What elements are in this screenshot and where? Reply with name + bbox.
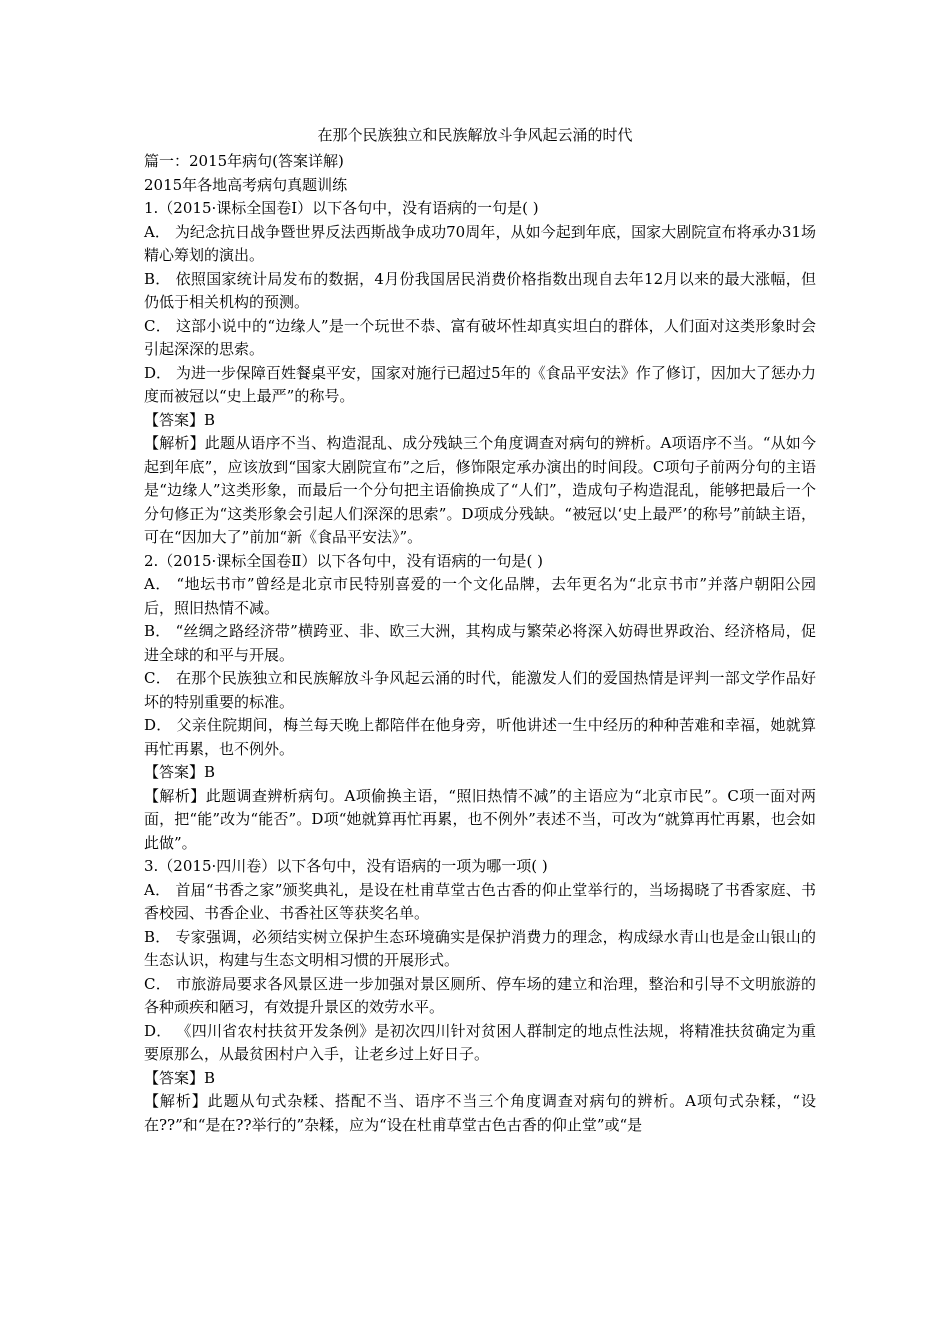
option-c: C． 市旅游局要求各风景区进一步加强对景区厕所、停车场的建立和治理，整治和引导不文明旅游的各种顽疾和陋习，有效提升景区的效劳水平。 bbox=[144, 974, 816, 1016]
document-title: 在那个民族独立和民族解放斗争风起云涌的时代 bbox=[317, 126, 633, 144]
answer: 【答案】B bbox=[144, 410, 216, 429]
option-a: A． 首届“书香之家”颁奖典礼，是设在杜甫草堂古色古香的仰止堂举行的，当场揭晓了书香家庭、书香校园、书香企业、书香社区等获奖名单。 bbox=[144, 880, 816, 922]
paragraph: 篇一：2015年病句(答案详解) bbox=[144, 152, 344, 170]
answer: 【答案】B bbox=[144, 763, 216, 781]
option-c: C． 在那个民族独立和民族解放斗争风起云涌的时代，能激发人们的爱国热情是评判一部文学作品好坏的特别重要的标准。 bbox=[144, 669, 816, 711]
analysis: 【解析】此题从句式杂糅、搭配不当、语序不当三个角度调查对病句的辨析。A项句式杂糅，“设在??”和“是在??举行的”杂糅，应为“设在杜甫草堂古色古香的仰止堂”或“是 bbox=[144, 1092, 816, 1134]
option-d: D． 《四川省农村扶贫开发条例》是初次四川针对贫困人群制定的地点性法规，将精准扶贫确定为重要原那么，从最贫困村户入手，让老乡过上好日子。 bbox=[144, 1021, 816, 1063]
analysis: 【解析】此题从语序不当、构造混乱、成分残缺三个角度调查对病句的辨析。A项语序不当。“从如今起到年底”，应该放到“国家大剧院宣布”之后，修饰限定承办演出的时间段。C项句子前两分句的主语是“边缘人”这类形象，而最后一个分句把主语偷换成了“人们”，造成句子构造混乱，能够把最后一个分句修正为“这类形象会引起人们深深的思索”。D项成分残缺。“被冠以‘史上最严’的称号”前缺主语，可在“因加大了”前加“新《食品平安法》”。 bbox=[144, 434, 816, 546]
option-a: A． 为纪念抗日战争暨世界反法西斯战争成功70周年，从如今起到年底，国家大剧院宣布将承办31场精心筹划的演出。 bbox=[144, 222, 816, 264]
option-d: D． 为进一步保障百姓餐桌平安，国家对施行已超过5年的《食品平安法》作了修订，因加大了惩办力度而被冠以“史上最严”的称号。 bbox=[144, 363, 816, 405]
question-stem: 3.（2015·四川卷）以下各句中，没有语病的一项为哪一项( ) bbox=[144, 857, 548, 875]
option-c: C． 这部小说中的“边缘人”是一个玩世不恭、富有破坏性却真实坦白的群体，人们面对这类形象时会引起深深的思索。 bbox=[144, 316, 816, 358]
question-stem: 1.（2015·课标全国卷Ⅰ）以下各句中，没有语病的一句是( ) bbox=[144, 199, 539, 217]
paragraph: 2015年各地高考病句真题训练 bbox=[144, 175, 348, 194]
option-a: A． “地坛书市”曾经是北京市民特别喜爱的一个文化品牌，去年更名为“北京书市”并落户朝阳公园后，照旧热情不减。 bbox=[144, 575, 816, 617]
question-stem: 2.（2015·课标全国卷Ⅱ）以下各句中，没有语病的一句是( ) bbox=[144, 551, 543, 570]
option-d: D． 父亲住院期间，梅兰每天晚上都陪伴在他身旁，听他讲述一生中经历的种种苦难和幸福，她就算再忙再累，也不例外。 bbox=[144, 716, 816, 758]
option-b: B． “丝绸之路经济带”横跨亚、非、欧三大洲，其构成与繁荣必将深入妨碍世界政治、经济格局，促进全球的和平与开展。 bbox=[144, 622, 816, 664]
analysis: 【解析】此题调查辨析病句。A项偷换主语，“照旧热情不减”的主语应为“北京市民”。C项一面对两面，把“能”改为“能否”。D项“她就算再忙再累，也不例外”表述不当，可改为“就算再忙再累，也会如此做”。 bbox=[144, 786, 816, 852]
option-b: B． 专家强调，必须结实树立保护生态环境确实是保护消费力的理念，构成绿水青山也是金山银山的生态认识，构建与生态文明相习惯的开展形式。 bbox=[144, 927, 816, 969]
document-body bbox=[144, 150, 816, 1137]
option-b: B． 依照国家统计局发布的数据，4月份我国居民消费价格指数出现自去年12月以来的最大涨幅，但仍低于相关机构的预测。 bbox=[144, 269, 816, 311]
answer: 【答案】B bbox=[144, 1068, 216, 1087]
